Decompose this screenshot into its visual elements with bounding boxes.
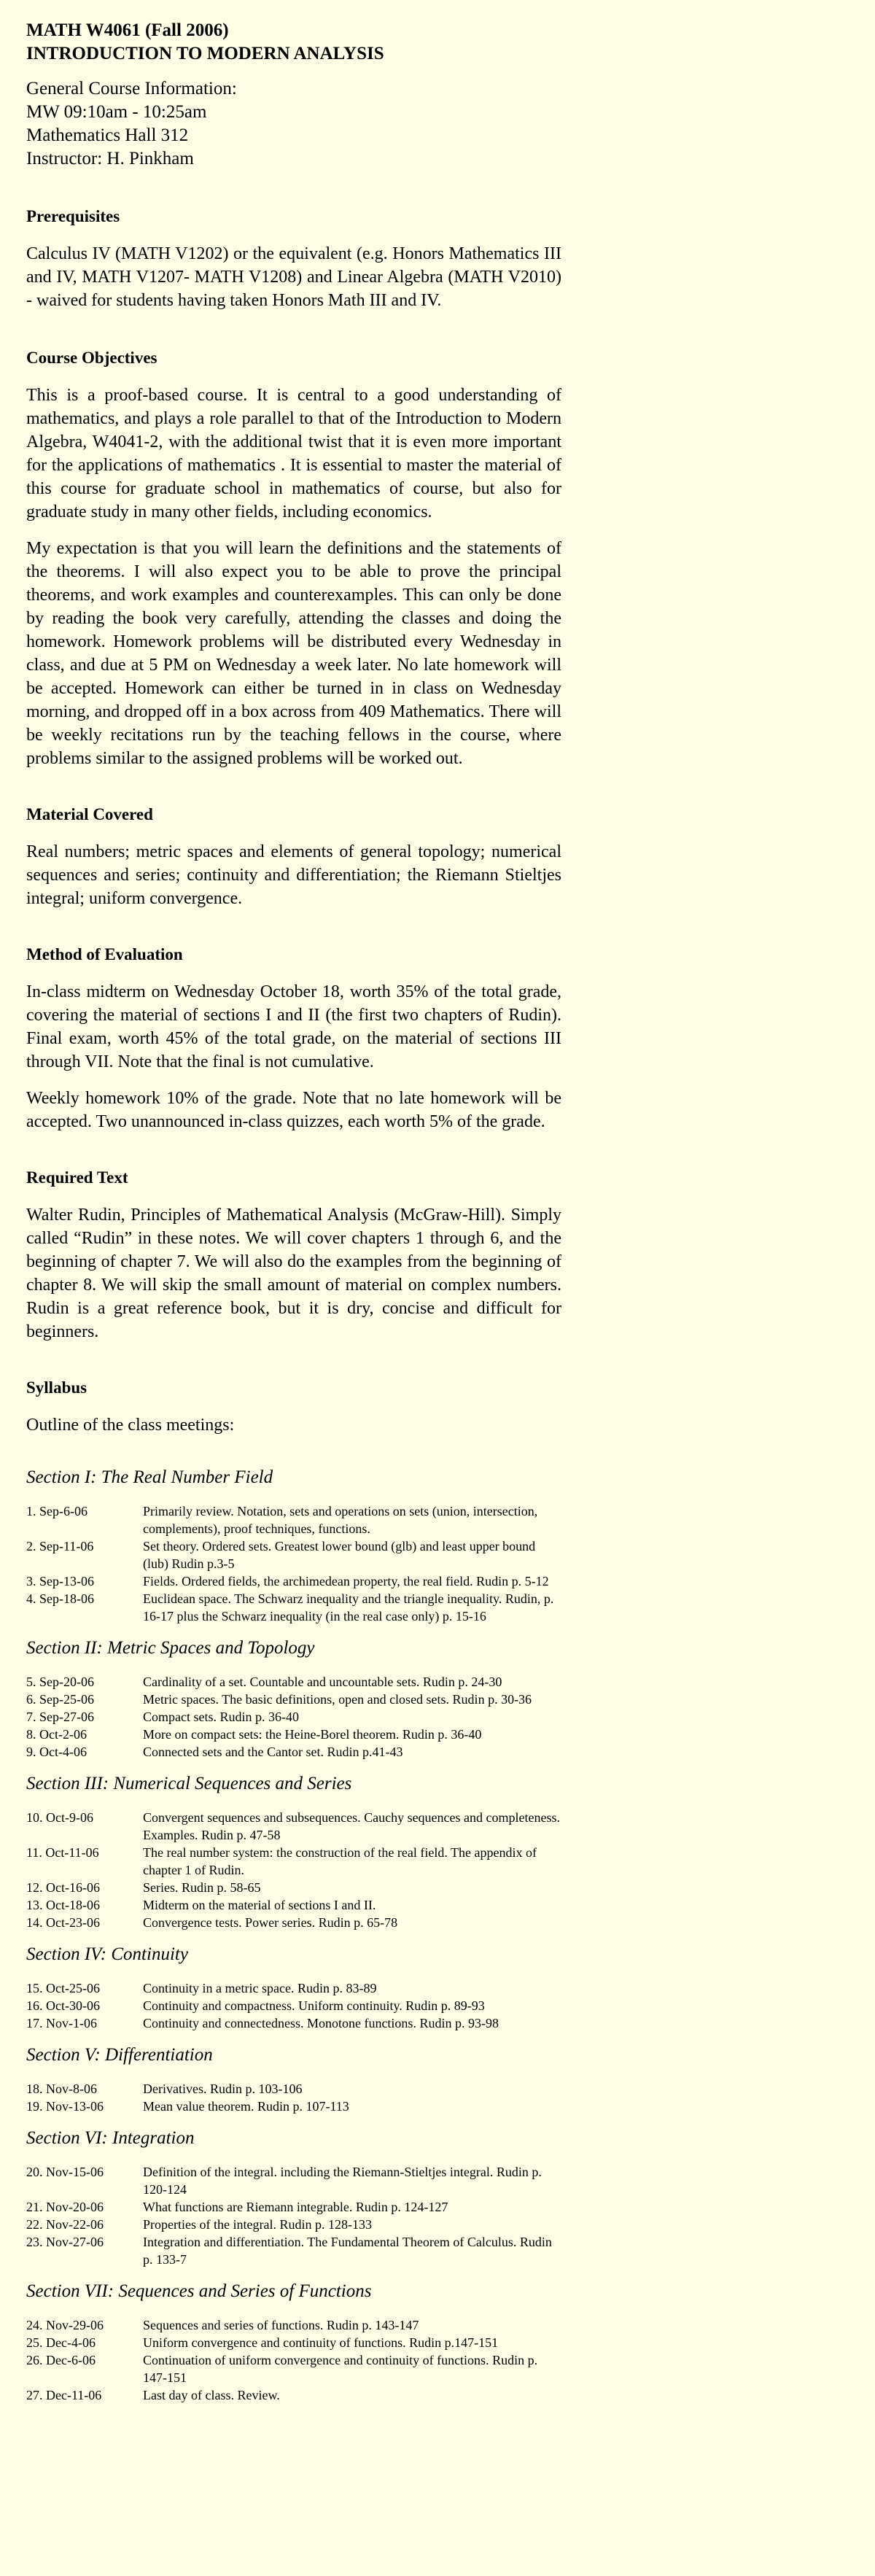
meeting-date: 6. Sep-25-06: [26, 1692, 94, 1707]
class-meeting-row: [26, 2080, 561, 2098]
meeting-date: 1. Sep-6-06: [26, 1504, 88, 1518]
syllabus-intro: Outline of the class meetings:: [26, 1416, 235, 1435]
syllabus-section: [26, 2044, 561, 2115]
meeting-topic: Set theory. Ordered sets. Greatest lower bound (glb) and least upper bound (lub) Rudin p.3-5: [143, 1539, 536, 1571]
meeting-topic: Last day of class. Review.: [143, 2388, 280, 2402]
section-title: Section III: Numerical Sequences and Series: [26, 1774, 352, 1793]
evaluation-paragraph-2: Weekly homework 10% of the grade. Note that no late homework will be accepted. Two unannounced in-class quizzes, each worth 5% of the grade.: [26, 1089, 561, 1131]
section-title: Section II: Metric Spaces and Topology: [26, 1638, 315, 1658]
meeting-date: 21. Nov-20-06: [26, 2200, 104, 2214]
class-meeting-row: [26, 2316, 561, 2334]
class-meeting-row: [26, 1809, 561, 1844]
meeting-topic: What functions are Riemann integrable. Rudin p. 124-127: [143, 2200, 448, 2214]
meeting-topic: Integration and differentiation. The Fundamental Theorem of Calculus. Rudin p. 133-7: [143, 2235, 552, 2267]
class-meeting-row: [26, 2014, 561, 2032]
syllabus-heading: Syllabus: [26, 1378, 88, 1397]
class-meeting-row: [26, 2233, 561, 2268]
meeting-date: 3. Sep-13-06: [26, 1574, 94, 1588]
syllabus-section: [26, 1772, 561, 1931]
meeting-topic: Compact sets. Rudin p. 36-40: [143, 1710, 299, 1724]
class-meeting-row: [26, 1502, 561, 1537]
required-text-body: Walter Rudin, Principles of Mathematical Analysis (McGraw-Hill). Simply called “Rudin” in these notes. We will cover chapters 1 through 6, and the beginning of chapter 7. We will also do the examples from the beginning of chapter 8. We will skip the small amount of material on complex numbers. Rudin is a great reference book, but it is dry, concise and difficult for beginners.: [26, 1206, 561, 1341]
class-meeting-row: [26, 1979, 561, 1997]
meeting-date: 7. Sep-27-06: [26, 1710, 94, 1724]
section-title: Section VII: Sequences and Series of Functions: [26, 2281, 372, 2301]
class-meeting-row: [26, 1914, 561, 1931]
syllabus-section: [26, 1637, 561, 1761]
required-text-heading: Required Text: [26, 1168, 128, 1187]
class-meeting-row: [26, 1879, 561, 1896]
meeting-date: 11. Oct-11-06: [26, 1845, 99, 1860]
meeting-topic: Midterm on the material of sections I and II.: [143, 1898, 376, 1912]
meeting-topic: Definition of the integral. including the Riemann-Stieltjes integral. Rudin p. 120-124: [143, 2165, 542, 2197]
class-meeting-row: [26, 1691, 561, 1708]
class-meeting-row: [26, 2386, 561, 2404]
meeting-topic: Series. Rudin p. 58-65: [143, 1880, 261, 1895]
meeting-date: 20. Nov-15-06: [26, 2165, 104, 2179]
meeting-date: 12. Oct-16-06: [26, 1880, 100, 1895]
course-info: [26, 77, 561, 171]
meeting-date: 2. Sep-11-06: [26, 1539, 94, 1553]
syllabus-section: [26, 2127, 561, 2268]
info-line: Instructor: H. Pinkham: [26, 149, 194, 168]
section-title: Section V: Differentiation: [26, 2045, 213, 2065]
objectives-paragraph-1: This is a proof-based course. It is central to a good understanding of mathematics, and plays a role parallel to that of the Introduction to Modern Algebra, W4041-2, with the additional twist that it is even more important for the applications of mathematics . It is essential to master the material of this course for graduate school in mathematics of course, but also for graduate study in many other fields, including economics.: [26, 386, 561, 521]
class-meeting-row: [26, 1590, 561, 1625]
meeting-date: 14. Oct-23-06: [26, 1915, 100, 1930]
meeting-topic: Mean value theorem. Rudin p. 107-113: [143, 2099, 349, 2114]
class-meeting-row: [26, 1572, 561, 1590]
meeting-topic: Properties of the integral. Rudin p. 128-133: [143, 2217, 372, 2232]
course-code: MATH W4061 (Fall 2006): [26, 20, 229, 40]
meeting-date: 4. Sep-18-06: [26, 1591, 94, 1606]
meeting-topic: Convergent sequences and subsequences. Cauchy sequences and completeness. Examples. Rudin p. 47-58: [143, 1810, 560, 1842]
section-title: Section IV: Continuity: [26, 1944, 188, 1964]
syllabus-section: [26, 2280, 561, 2404]
meeting-topic: Primarily review. Notation, sets and operations on sets (union, intersection, complements), proof techniques, functions.: [143, 1504, 538, 1536]
meeting-topic: More on compact sets: the Heine-Borel theorem. Rudin p. 36-40: [143, 1727, 482, 1742]
class-meeting-row: [26, 2216, 561, 2233]
meeting-date: 13. Oct-18-06: [26, 1898, 100, 1912]
material-heading: Material Covered: [26, 805, 153, 823]
evaluation-paragraph-1: In-class midterm on Wednesday October 18, worth 35% of the total grade, covering the material of sections I and II (the first two chapters of Rudin). Final exam, worth 45% of the total grade, on the material of sections III through VII. Note that the final is not cumulative.: [26, 982, 561, 1071]
syllabus-section: [26, 1466, 561, 1625]
class-meeting-row: [26, 1708, 561, 1726]
meeting-date: 27. Dec-11-06: [26, 2388, 102, 2402]
class-meeting-row: [26, 2334, 561, 2351]
section-title: Section I: The Real Number Field: [26, 1467, 273, 1487]
objectives-paragraph-2: My expectation is that you will learn the definitions and the statements of the theorems. I will also expect you to be able to prove the principal theorems, and work examples and counterexamples. This can only be done by reading the book very carefully, attending the classes and doing the homework. Homework problems will be distributed every Wednesday in class, and due at 5 PM on Wednesday a week later. No late homework will be accepted. Homework can either be turned in in class on Wednesday morning, and dropped off in a box across from 409 Mathematics. There will be weekly recitations run by the teaching fellows in the course, where problems similar to the assigned problems will be worked out.: [26, 539, 561, 768]
meeting-date: 9. Oct-4-06: [26, 1745, 87, 1759]
class-meeting-row: [26, 2098, 561, 2115]
meeting-topic: Continuity in a metric space. Rudin p. 83-89: [143, 1981, 377, 1995]
info-line: Mathematics Hall 312: [26, 125, 189, 145]
meeting-date: 19. Nov-13-06: [26, 2099, 104, 2114]
meeting-date: 5. Sep-20-06: [26, 1675, 94, 1689]
meeting-date: 16. Oct-30-06: [26, 1998, 100, 2013]
meeting-date: 17. Nov-1-06: [26, 2016, 97, 2030]
meeting-topic: Continuity and compactness. Uniform continuity. Rudin p. 89-93: [143, 1998, 485, 2013]
info-line: General Course Information:: [26, 79, 237, 98]
meeting-date: 22. Nov-22-06: [26, 2217, 104, 2232]
info-line: MW 09:10am - 10:25am: [26, 102, 207, 122]
meeting-date: 25. Dec-4-06: [26, 2335, 96, 2350]
meeting-topic: The real number system: the construction of the real field. The appendix of chapter 1 of Rudin.: [143, 1845, 537, 1877]
meeting-date: 10. Oct-9-06: [26, 1810, 93, 1825]
meeting-topic: Convergence tests. Power series. Rudin p. 65-78: [143, 1915, 398, 1930]
syllabus-section: [26, 1943, 561, 2032]
meeting-topic: Continuation of uniform convergence and continuity of functions. Rudin p. 147-151: [143, 2353, 538, 2385]
meeting-date: 8. Oct-2-06: [26, 1727, 87, 1742]
class-meeting-row: [26, 1537, 561, 1572]
objectives-heading: Course Objectives: [26, 349, 158, 367]
class-meeting-row: [26, 1844, 561, 1879]
meeting-topic: Derivatives. Rudin p. 103-106: [143, 2082, 303, 2096]
meeting-date: 24. Nov-29-06: [26, 2318, 104, 2332]
class-meeting-row: [26, 2163, 561, 2198]
evaluation-heading: Method of Evaluation: [26, 945, 183, 963]
prerequisites-heading: Prerequisites: [26, 207, 120, 225]
class-meeting-row: [26, 2198, 561, 2216]
meeting-topic: Metric spaces. The basic definitions, open and closed sets. Rudin p. 30-36: [143, 1692, 532, 1707]
class-meeting-row: [26, 1896, 561, 1914]
section-title: Section VI: Integration: [26, 2128, 195, 2148]
prerequisites-text: Calculus IV (MATH V1202) or the equivalent (e.g. Honors Mathematics III and IV, MATH V1207- MATH V1208) and Linear Algebra (MATH V2010) - waived for students having taken Honors Math III and IV.: [26, 244, 561, 310]
meeting-topic: Cardinality of a set. Countable and uncountable sets. Rudin p. 24-30: [143, 1675, 502, 1689]
class-meeting-row: [26, 2351, 561, 2386]
material-text: Real numbers; metric spaces and elements of general topology; numerical sequences and series; continuity and differentiation; the Riemann Stieltjes integral; uniform convergence.: [26, 842, 561, 908]
meeting-topic: Fields. Ordered fields, the archimedean property, the real field. Rudin p. 5-12: [143, 1574, 549, 1588]
meeting-topic: Connected sets and the Cantor set. Rudin p.41-43: [143, 1745, 403, 1759]
meeting-topic: Euclidean space. The Schwarz inequality and the triangle inequality. Rudin, p. 16-17 plus the Schwarz inequality (in the real case only) p. 15-16: [143, 1591, 554, 1623]
meeting-date: 23. Nov-27-06: [26, 2235, 104, 2249]
meeting-date: 18. Nov-8-06: [26, 2082, 97, 2096]
course-name: INTRODUCTION TO MODERN ANALYSIS: [26, 44, 384, 63]
meeting-date: 15. Oct-25-06: [26, 1981, 100, 1995]
meeting-topic: Sequences and series of functions. Rudin p. 143-147: [143, 2318, 419, 2332]
class-meeting-row: [26, 1673, 561, 1691]
class-meeting-row: [26, 1997, 561, 2014]
meeting-topic: Continuity and connectedness. Monotone functions. Rudin p. 93-98: [143, 2016, 499, 2030]
meeting-topic: Uniform convergence and continuity of functions. Rudin p.147-151: [143, 2335, 499, 2350]
meeting-date: 26. Dec-6-06: [26, 2353, 96, 2367]
class-meeting-row: [26, 1726, 561, 1743]
class-meeting-row: [26, 1743, 561, 1761]
